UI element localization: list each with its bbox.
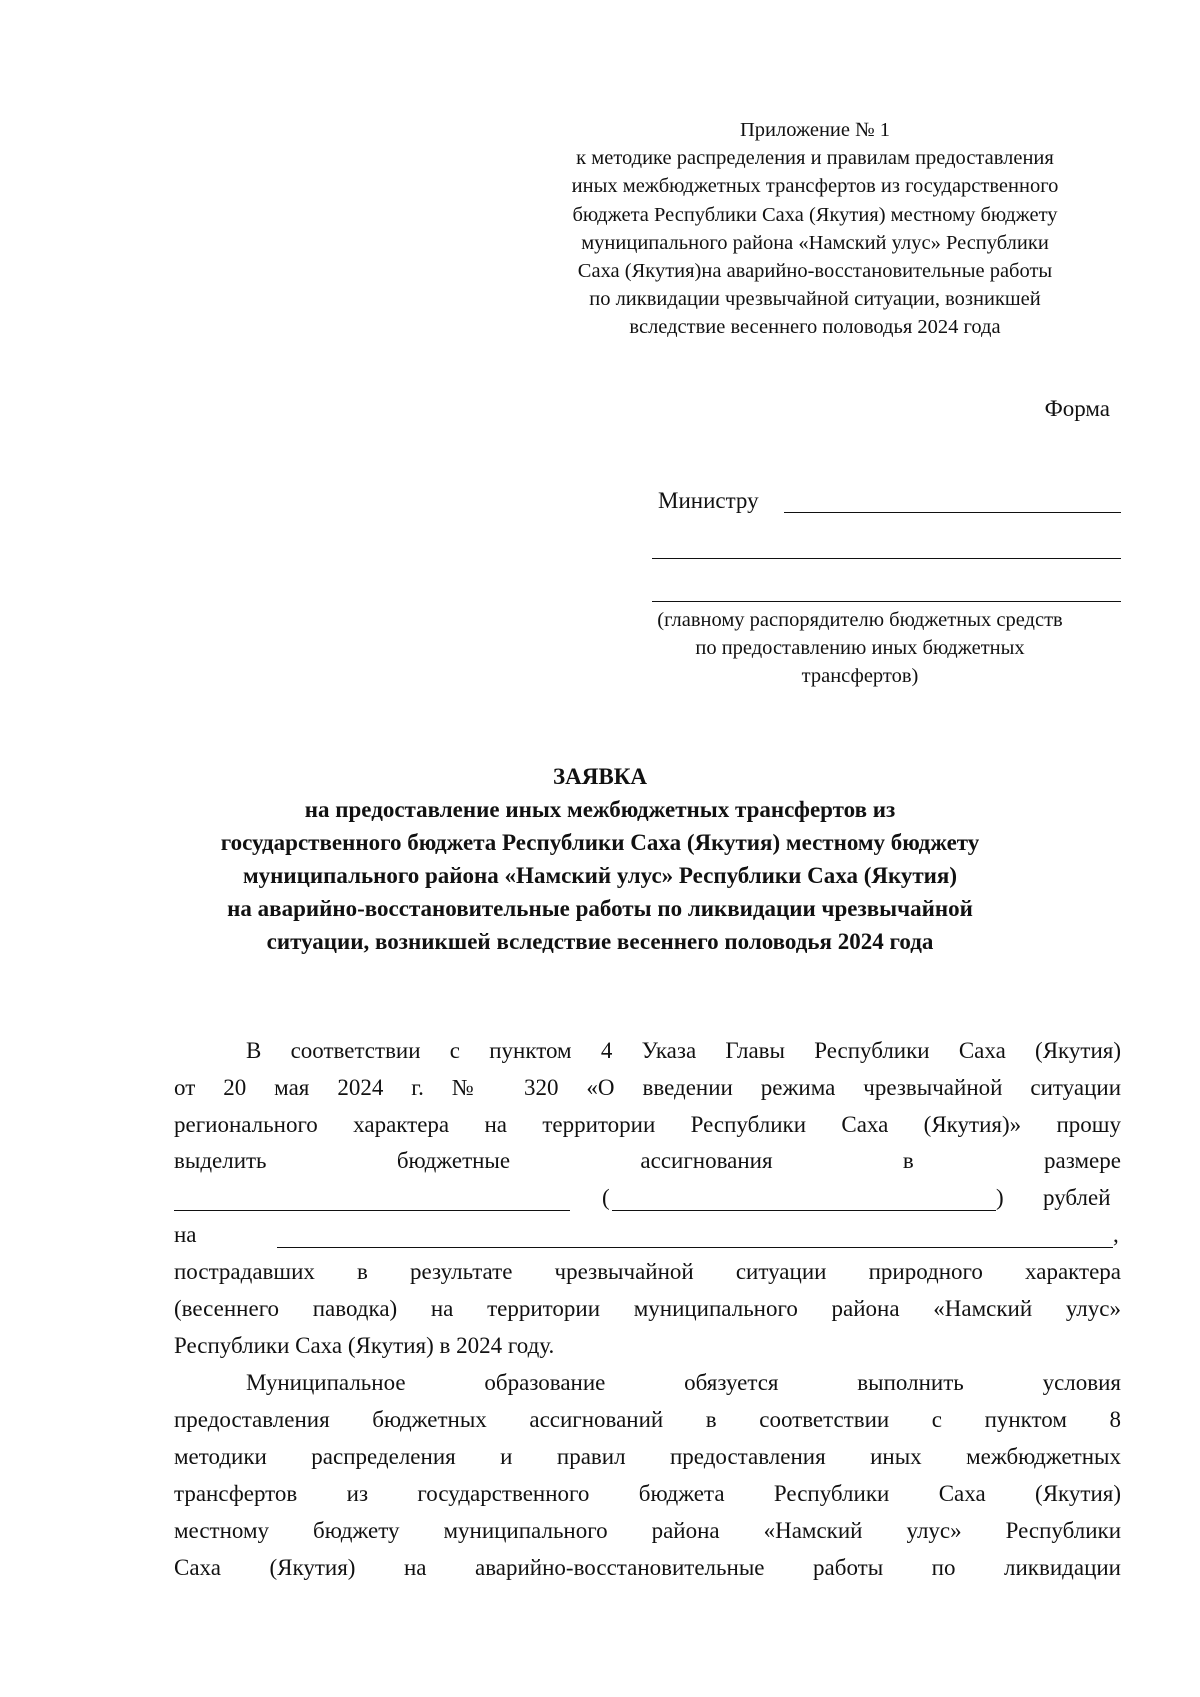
minister-name-field[interactable] [784,512,1121,513]
word: в [902,1148,914,1173]
amount-digits-field[interactable] [174,1210,570,1211]
word: выполнить [857,1370,964,1395]
word: Муниципальное [246,1370,406,1395]
paren-open: ( [602,1185,610,1210]
body-text-line-spread [174,1146,1121,1176]
word: бюджетные [396,1148,511,1173]
body-text-line: регионального характера на территории Республики Саха (Якутия)» прошу [174,1112,1121,1137]
title-line: на предоставление иных межбюджетных трансфертов из [304,797,896,822]
purpose-comma: , [1113,1222,1119,1247]
body-text-line: (весеннего паводка) на территории муниципального района «Намский улус» [174,1296,1121,1321]
body-text-line: Республики Саха (Якутия) в 2024 году. [174,1333,555,1358]
appendix-line: по ликвидации чрезвычайной ситуации, возникшей [589,288,1041,311]
body-text-line: Саха (Якутия) на аварийно-восстановительные работы по ликвидации [174,1555,1121,1580]
word: выделить [174,1148,267,1173]
body-text-line: от 20 мая 2024 г. № 320 «О введении режима чрезвычайной ситуации [174,1075,1121,1100]
purpose-field[interactable] [277,1247,1113,1248]
body-text-line: трансфертов из государственного бюджета Республики Саха (Якутия) [174,1481,1121,1506]
amount-words-field[interactable] [612,1210,996,1211]
document-title [100,760,1100,958]
addressee-caption-line: (главному распорядителю бюджетных средств [657,609,1063,631]
minister-name-field-line-3[interactable] [652,601,1121,602]
addressee-caption-line: трансфертов) [801,665,919,688]
word: условия [1042,1370,1121,1395]
appendix-line: бюджета Республики Саха (Якутия) местному бюджету [572,203,1058,226]
paren-close: ) [996,1185,1004,1210]
addressee-caption-line: по предоставлению иных бюджетных [695,637,1025,660]
body-text-line: методики распределения и правил предоставления иных межбюджетных [174,1444,1121,1469]
title-line: государственного бюджета Республики Саха (Якутия) местному бюджету [220,830,980,855]
body-text-line: предоставления бюджетных ассигнований в соответствии с пунктом 8 [174,1407,1121,1432]
body-text-line: местному бюджету муниципального района «Намский улус» Республики [174,1518,1121,1543]
title-line: муниципального района «Намский улус» Республики Саха (Якутия) [242,863,958,888]
appendix-line: Приложение № 1 [739,119,891,141]
appendix-line: к методике распределения и правилам предоставления [576,147,1054,170]
appendix-line: муниципального района «Намский улус» Республики [581,231,1049,254]
appendix-line: иных межбюджетных трансфертов из государственного [571,175,1059,198]
body-text-line: пострадавших в результате чрезвычайной ситуации природного характера [174,1259,1121,1284]
body-text-line-spread [246,1368,1121,1398]
title-line: на аварийно-восстановительные работы по ликвидации чрезвычайной [227,896,973,921]
appendix-reference [520,116,1110,342]
purpose-prefix: на [174,1222,197,1247]
appendix-line: вследствие весеннего половодья 2024 года [629,316,1001,339]
word: ассигнования [640,1148,773,1173]
title-line: ЗАЯВКА [553,764,647,789]
word: обязуется [684,1370,779,1395]
addressee-caption [590,606,1130,691]
title-line: ситуации, возникшей вследствие весеннего половодья 2024 года [266,929,934,954]
rubles-label: рублей [1043,1185,1111,1210]
word: размере [1044,1148,1121,1173]
form-label: Форма [1044,396,1110,421]
minister-name-field-line-2[interactable] [652,558,1121,559]
word: образование [484,1370,606,1395]
body-text-line: В соответствии с пунктом 4 Указа Главы Республики Саха (Якутия) [246,1038,1121,1063]
minister-label: Министру [658,488,759,513]
appendix-line: Саха (Якутия)на аварийно-восстановительные работы [577,260,1053,283]
